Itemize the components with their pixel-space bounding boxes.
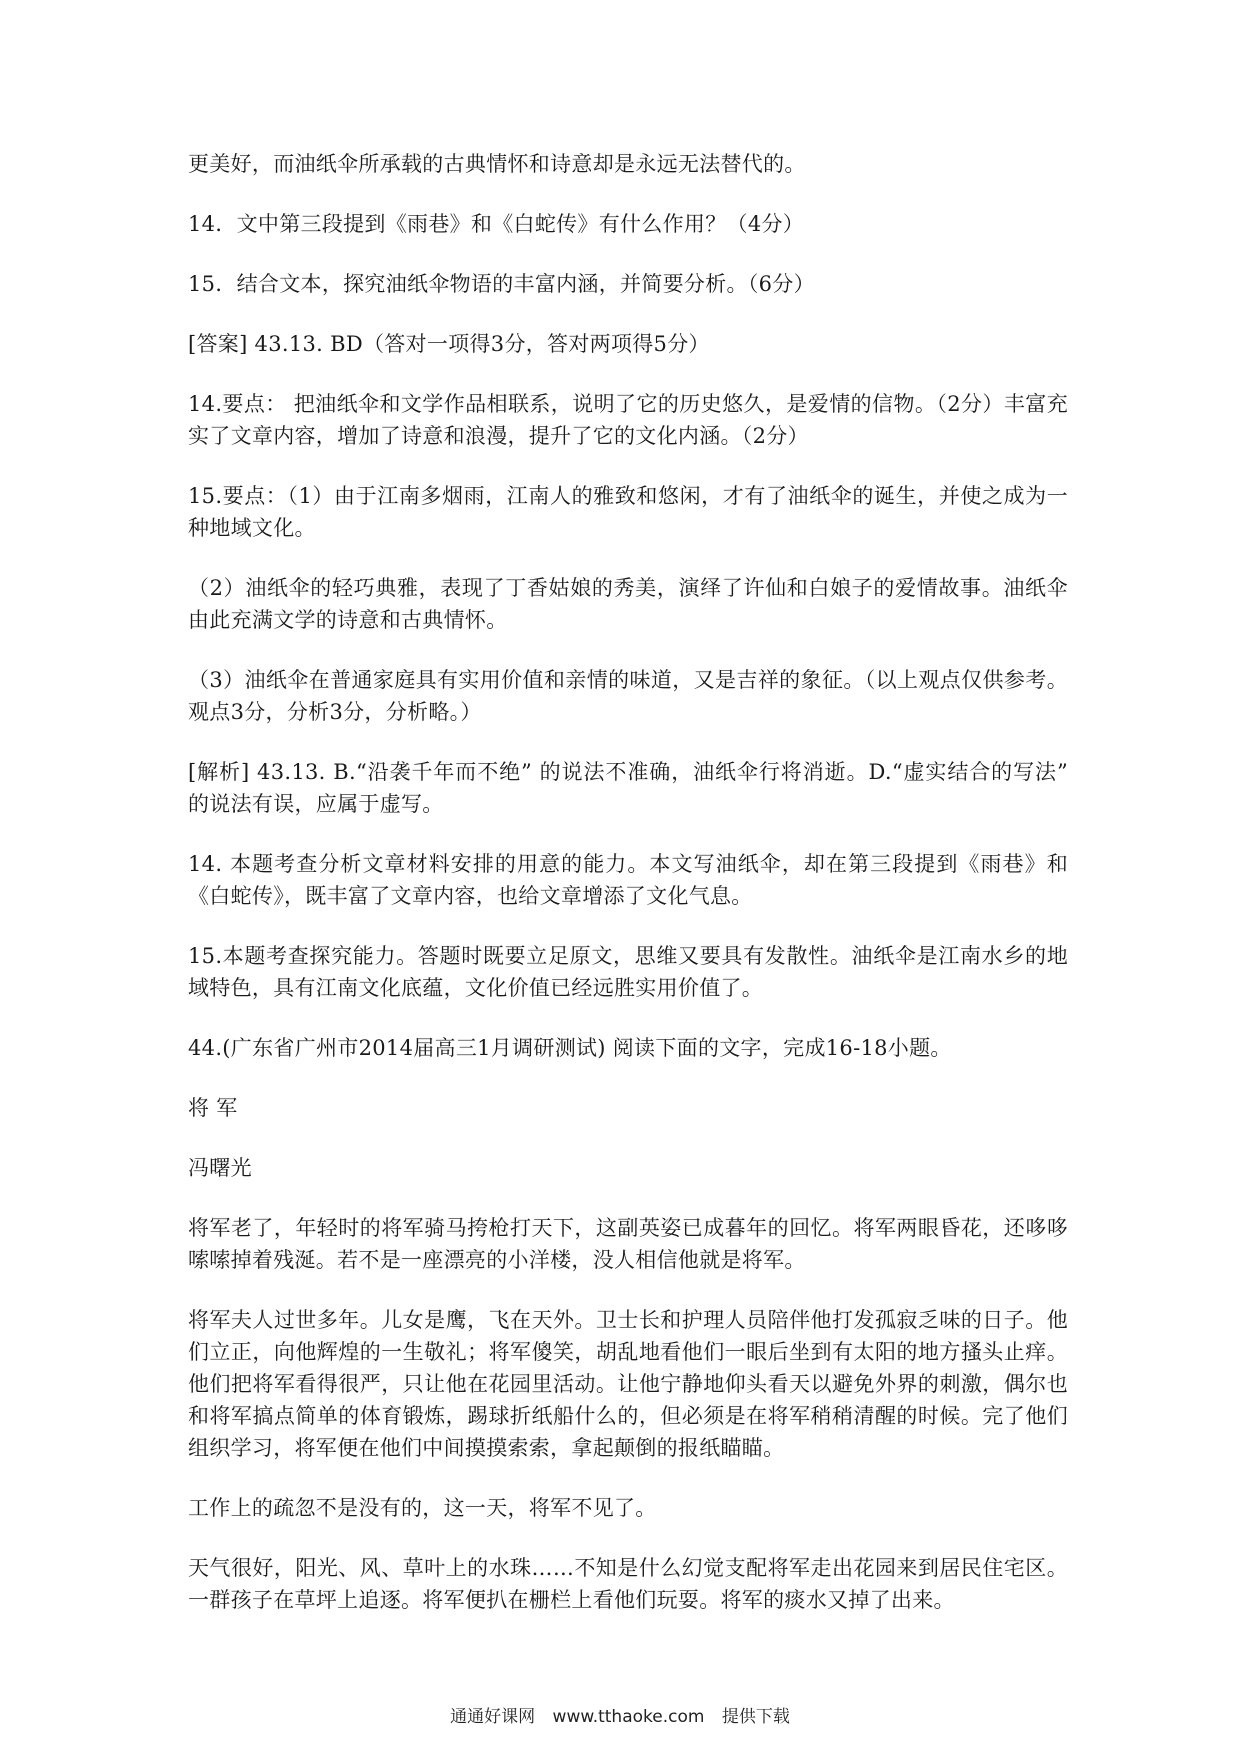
footer-site-name: 通通好课网 xyxy=(450,1707,536,1727)
story-author: 冯曙光 xyxy=(188,1156,252,1180)
analysis-header: [解析] 43.13. B.“沿袭千年而不绝” 的说法不准确，油纸伞行将消逝。D.“虚实结合的写法” 的说法有误，应属于虚写。 xyxy=(188,760,1068,816)
footer-url: www.tthaoke.com xyxy=(552,1707,705,1727)
answer-15-point-2: （2）油纸伞的轻巧典雅，表现了丁香姑娘的秀美，演绎了许仙和白娘子的爱情故事。油纸伞由此充满文学的诗意和古典情怀。 xyxy=(188,576,1068,632)
answer-14: 14.要点： 把油纸伞和文学作品相联系，说明了它的历史悠久，是爱情的信物。（2分）丰富充实了文章内容，增加了诗意和浪漫，提升了它的文化内涵。（2分） xyxy=(188,392,1068,448)
paragraph-continuation: 更美好，而油纸伞所承载的古典情怀和诗意却是永远无法替代的。 xyxy=(188,152,806,176)
story-title: 将 军 xyxy=(188,1096,238,1120)
page-footer xyxy=(0,1702,1240,1727)
footer-suffix: 提供下载 xyxy=(721,1707,790,1727)
question-15: 15．结合文本，探究油纸伞物语的丰富内涵，并简要分析。（6分） xyxy=(188,272,815,296)
answer-15-point-3: （3）油纸伞在普通家庭具有实用价值和亲情的味道，又是吉祥的象征。（以上观点仅供参考。观点3分，分析3分，分析略。） xyxy=(188,668,1068,724)
answer-header: [答案] 43.13. BD（答对一项得3分，答对两项得5分） xyxy=(188,332,710,356)
story-paragraph-4: 天气很好，阳光、风、草叶上的水珠……不知是什么幻觉支配将军走出花园来到居民住宅区。一群孩子在草坪上追逐。将军便扒在栅栏上看他们玩耍。将军的痰水又掉了出来。 xyxy=(188,1556,1068,1612)
question-14: 14．文中第三段提到《雨巷》和《白蛇传》有什么作用？（4分） xyxy=(188,212,805,236)
analysis-15: 15.本题考查探究能力。答题时既要立足原文，思维又要具有发散性。油纸伞是江南水乡的地域特色，具有江南文化底蕴，文化价值已经远胜实用价值了。 xyxy=(188,944,1068,1000)
question-44-intro: 44.(广东省广州市2014届高三1月调研测试) 阅读下面的文字，完成16-18小题。 xyxy=(188,1036,952,1060)
story-paragraph-1: 将军老了，年轻时的将军骑马挎枪打天下，这副英姿已成暮年的回忆。将军两眼昏花，还哆哆嗦嗦掉着残涎。若不是一座漂亮的小洋楼，没人相信他就是将军。 xyxy=(188,1216,1068,1272)
analysis-14: 14. 本题考查分析文章材料安排的用意的能力。本文写油纸伞，却在第三段提到《雨巷》和《白蛇传》，既丰富了文章内容，也给文章增添了文化气息。 xyxy=(188,852,1068,908)
story-paragraph-3: 工作上的疏忽不是没有的，这一天，将军不见了。 xyxy=(188,1496,657,1520)
answer-15-point-1: 15.要点：（1）由于江南多烟雨，江南人的雅致和悠闲，才有了油纸伞的诞生，并使之成为一种地域文化。 xyxy=(188,484,1068,540)
story-paragraph-2: 将军夫人过世多年。儿女是鹰，飞在天外。卫士长和护理人员陪伴他打发孤寂乏味的日子。他们立正，向他辉煌的一生敬礼；将军傻笑，胡乱地看他们一眼后坐到有太阳的地方搔头止痒。他们把将军看得很严，只让他在花园里活动。让他宁静地仰头看天以避免外界的刺激，偶尔也和将军搞点简单的体育锻炼，踢球折纸船什么的，但必须是在将军稍稍清醒的时候。完了他们组织学习，将军便在他们中间摸摸索索，拿起颠倒的报纸瞄瞄。 xyxy=(188,1308,1068,1460)
document-body xyxy=(188,148,1068,1644)
